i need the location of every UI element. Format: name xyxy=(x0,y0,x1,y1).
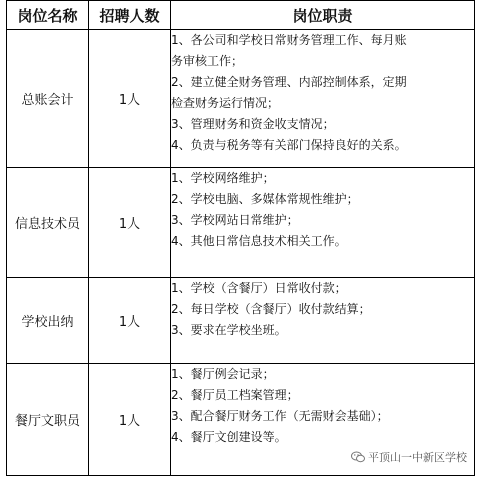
duty-line: 3、管理财务和资金收支情况； xyxy=(171,117,335,131)
watermark-text: 平顶山一中新区学校 xyxy=(368,451,467,464)
header-recruit-count: 招聘人数 xyxy=(89,1,171,30)
duties-cell xyxy=(171,168,475,278)
duty-line: 4、餐厅文创建设等。 xyxy=(171,430,287,444)
duty-line: 4、其他日常信息技术相关工作。 xyxy=(171,234,347,248)
duty-line: 3、学校网站日常维护； xyxy=(171,213,299,227)
duties-cell xyxy=(171,278,475,364)
recruit-count: 1人 xyxy=(89,278,171,364)
duties-cell xyxy=(171,30,475,168)
table-row xyxy=(7,30,475,168)
duty-line: 2、餐厅员工档案管理； xyxy=(171,388,299,402)
duty-line: 2、建立健全财务管理、内部控制体系，定期 xyxy=(171,75,407,89)
duty-line: 检查财务运行情况； xyxy=(171,96,280,110)
duty-line: 2、学校电脑、多媒体常规性维护； xyxy=(171,192,359,206)
recruit-count: 1人 xyxy=(89,30,171,168)
wechat-icon xyxy=(351,451,365,463)
position-name: 餐厅文职员 xyxy=(7,364,89,476)
duty-line: 务审核工作； xyxy=(171,54,244,68)
duty-line: 2、每日学校（含餐厅）收付款结算； xyxy=(171,302,371,316)
duty-line: 1、各公司和学校日常财务管理工作、每月账 xyxy=(171,33,407,47)
duty-line: 3、配合餐厅财务工作（无需财会基础）； xyxy=(171,409,389,423)
position-name: 总账会计 xyxy=(7,30,89,168)
watermark xyxy=(348,448,470,466)
duty-line: 4、负责与税务等有关部门保持良好的关系。 xyxy=(171,138,407,152)
table-header-row xyxy=(7,1,475,30)
job-table xyxy=(6,0,475,476)
duty-line: 3、要求在学校坐班。 xyxy=(171,323,287,337)
duty-line: 1、餐厅例会记录； xyxy=(171,367,275,381)
table-row xyxy=(7,278,475,364)
header-duties: 岗位职责 xyxy=(171,1,475,30)
position-name: 学校出纳 xyxy=(7,278,89,364)
duty-line: 1、学校网络维护； xyxy=(171,171,275,185)
recruit-count: 1人 xyxy=(89,364,171,476)
recruit-count: 1人 xyxy=(89,168,171,278)
table-row xyxy=(7,168,475,278)
duty-line: 1、学校（含餐厅）日常收付款； xyxy=(171,281,347,295)
header-position-name: 岗位名称 xyxy=(7,1,89,30)
position-name: 信息技术员 xyxy=(7,168,89,278)
